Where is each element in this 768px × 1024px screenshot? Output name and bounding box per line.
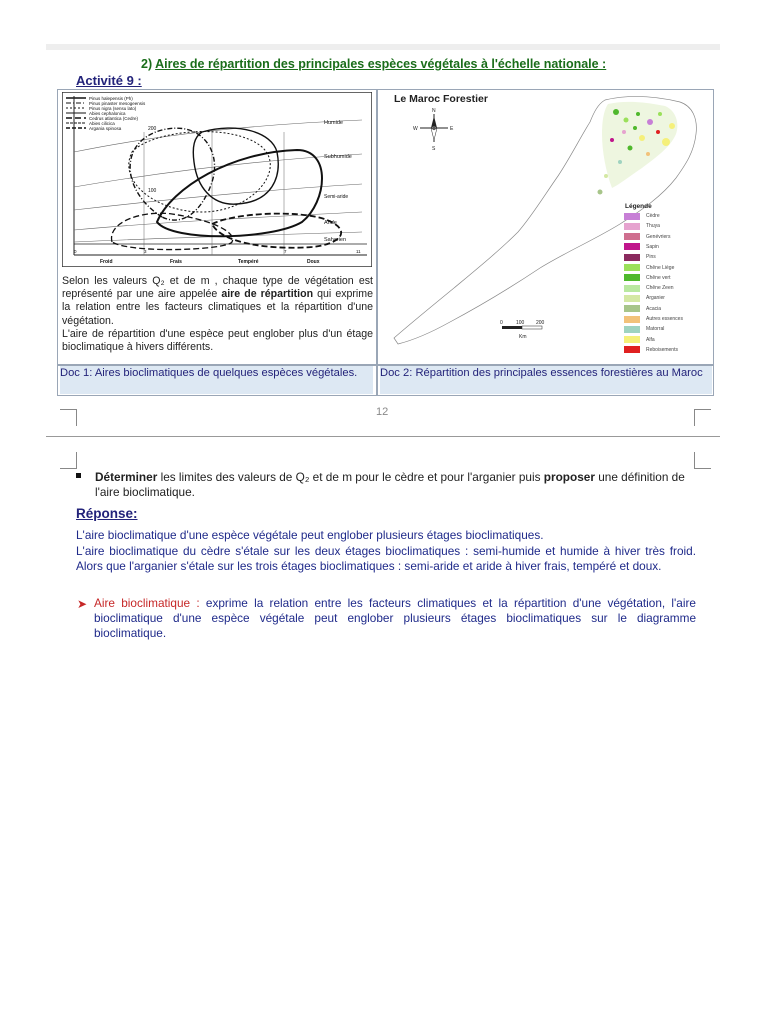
- legend-label: Pins: [646, 254, 656, 261]
- answer-line: L'aire bioclimatique d'une espèce végétale peut englober plusieurs étages bioclimatiques.: [76, 528, 544, 542]
- legend-swatch: [624, 254, 640, 261]
- legend-swatch: [624, 326, 640, 333]
- legend-swatch: [624, 264, 640, 271]
- legend-label: Chêne Zeen: [646, 285, 674, 292]
- x-tick-label: 3: [144, 249, 147, 254]
- paragraph-text: Selon les valeurs Q₂ et de m , chaque type de végétation est représenté par une aire appelée: [62, 275, 373, 301]
- crop-mark: [60, 452, 77, 469]
- legend-item: [624, 325, 664, 333]
- answer-paragraph: L'aire bioclimatique du cèdre s'étale sur les deux étages bioclimatiques : semi-humide et humide à hiver très froid. Alors que l'arganier s'étale sur les trois étages bioclimatiques : semi-aride et aride à hiver frais, tempéré et doux.: [76, 544, 696, 573]
- legend-item: [624, 336, 655, 344]
- winter-label: Froid: [100, 259, 113, 265]
- zone-label: Semi-aride: [324, 194, 349, 200]
- paragraph-bold-term: aire de répartition: [221, 288, 314, 301]
- legend-swatch: [624, 346, 640, 353]
- winter-label: Frais: [170, 259, 182, 265]
- question-verb: Déterminer: [95, 470, 158, 484]
- paragraph-text: qui exprime la relation entre les facteurs climatiques et la répartition d'une végétation.: [62, 288, 374, 327]
- scale-tick: 200: [536, 320, 545, 326]
- legend-swatch: [624, 295, 640, 302]
- legend-label: Arganier: [646, 295, 665, 302]
- frame-vertical-divider: [376, 89, 378, 396]
- diagram-legend-item: Abies cilicica: [89, 121, 115, 126]
- legend-swatch: [624, 223, 640, 230]
- diagram-legend-item: Abies cephalonica: [89, 111, 126, 116]
- legend-item: [624, 222, 660, 230]
- question-part: les limites des valeurs de Q₂ et de m pour le cèdre et pour l'arganier puis: [157, 470, 544, 484]
- section-title: [141, 57, 606, 71]
- question-text: [95, 470, 695, 500]
- section-number: 2): [141, 57, 153, 71]
- bioclimatic-diagram: [62, 92, 372, 267]
- page-number: 12: [376, 406, 389, 418]
- legend-swatch: [624, 233, 640, 240]
- diagram-legend-item: Pinus nigra (sensu lato): [89, 106, 137, 111]
- top-band: [46, 44, 720, 50]
- crop-mark: [694, 409, 711, 426]
- winter-label: Doux: [307, 259, 320, 265]
- doc1-caption: Doc 1: Aires bioclimatiques de quelques espèces végétales.: [60, 366, 373, 394]
- x-tick-label: 0: [74, 249, 77, 254]
- legend-swatch: [624, 316, 640, 323]
- legend-swatch: [624, 243, 640, 250]
- legend-title: Légende: [625, 203, 652, 210]
- definition-term: Aire bioclimatique :: [94, 596, 200, 610]
- map-title: Le Maroc Forestier: [394, 93, 488, 105]
- legend-item: [624, 233, 670, 241]
- question-part: une définition de l'aire bioclimatique.: [95, 470, 685, 499]
- compass-n: N: [432, 108, 436, 114]
- legend-label: Alfa: [646, 336, 655, 343]
- legend-item: [624, 274, 670, 282]
- winter-label: Tempéré: [238, 259, 259, 265]
- question-verb: proposer: [543, 470, 595, 484]
- zone-label: Humide: [324, 120, 343, 126]
- compass-e: E: [450, 126, 454, 132]
- scale-unit: Km: [519, 334, 527, 340]
- scale-bar: [502, 326, 542, 329]
- legend-label: Genévriers: [646, 233, 671, 240]
- legend-item: [624, 264, 674, 272]
- legend-label: Thuya: [646, 223, 660, 230]
- legend-item: [624, 294, 665, 302]
- x-tick-label: 11: [356, 249, 361, 254]
- zone-label: Subhumide: [324, 154, 352, 160]
- legend-item: [624, 243, 659, 251]
- legend-item: [624, 346, 678, 354]
- arrow-bullet-icon: ➤: [77, 597, 88, 611]
- paragraph-text: L'aire de répartition d'une espèce peut englober plus d'un étage bioclimatique à hivers différents.: [62, 327, 373, 354]
- activity-heading: Activité 9 :: [76, 73, 142, 88]
- scale-tick: 100: [516, 320, 525, 326]
- answer-heading: Réponse:: [76, 506, 138, 521]
- legend-item: [624, 315, 683, 323]
- legend-label: Acacia: [646, 305, 662, 312]
- diagram-legend-item: Argania spinosa: [89, 126, 122, 131]
- legend-label: Chêne Liège: [646, 264, 675, 271]
- legend-label: Cèdre: [646, 213, 660, 219]
- legend-swatch: [624, 336, 640, 343]
- legend-swatch: [624, 285, 640, 292]
- zone-label: Saharien: [324, 237, 347, 243]
- legend-item: [624, 305, 661, 313]
- legend-label: Autres essences: [646, 316, 683, 322]
- answer-definition: [94, 596, 696, 641]
- bullet-icon: [76, 473, 81, 478]
- page-separator: [46, 436, 720, 437]
- legend-label: Reboisements: [646, 346, 678, 353]
- legend-label: Matorral: [646, 326, 665, 333]
- diagram-legend-item: Pinus halepensis (Ph): [89, 96, 133, 101]
- crop-mark: [60, 409, 77, 426]
- section-title-text: Aires de répartition des principales espèces végétales à l'échelle nationale :: [155, 57, 607, 71]
- diagram-legend-item: Cedrus atlantica (Cedre): [89, 116, 139, 121]
- definition-text: exprime la relation entre les facteurs climatiques et la répartition d'une végétation, l'aire bioclimatique d'une espèce végétale peut englober plusieurs étages bioclimatiques sur le diagramme bioclimatique.: [94, 596, 696, 640]
- compass-s: S: [432, 146, 436, 152]
- doc1-paragraph: [62, 275, 373, 354]
- doc2-caption: Doc 2: Répartition des principales essences forestières au Maroc: [380, 366, 712, 394]
- legend-item: [624, 253, 656, 261]
- scale-tick: 0: [500, 320, 503, 326]
- legend-swatch: [624, 213, 640, 220]
- crop-mark: [694, 452, 711, 469]
- zone-label: Aride: [324, 220, 337, 226]
- legend-item: [624, 284, 674, 292]
- diagram-legend-item: Pinus pinaster mesogeensis: [89, 101, 146, 106]
- legend-swatch: [624, 305, 640, 312]
- x-tick-label: 7: [284, 249, 287, 254]
- compass-w: W: [413, 126, 418, 132]
- legend-item: [624, 212, 660, 220]
- legend-label: Chêne vert: [646, 274, 671, 281]
- y-tick-label: 200: [148, 126, 157, 132]
- legend-label: Sapin: [646, 243, 659, 250]
- y-tick-label: 100: [148, 188, 157, 194]
- legend-swatch: [624, 274, 640, 281]
